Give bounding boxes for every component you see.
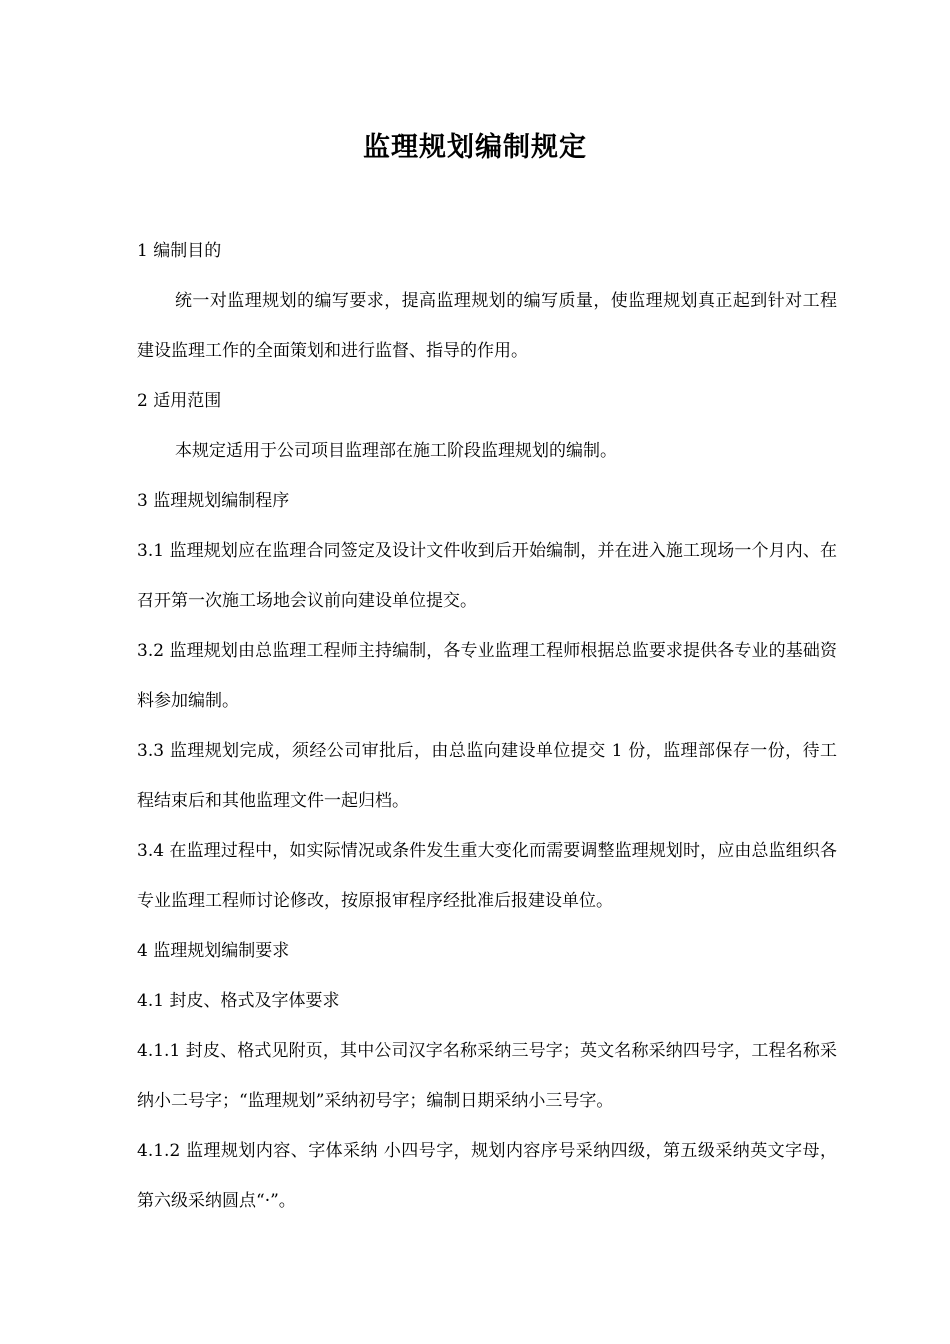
clause-4-1-1: 4.1.1 封皮、格式见附页，其中公司汉字名称采纳三号字；英文名称采纳四号字，工程名称采纳小二号字；“监理规划”采纳初号字；编制日期采纳小三号字。 bbox=[137, 1041, 837, 1111]
section-heading-4: 4 监理规划编制要求 bbox=[137, 941, 290, 961]
section-heading-3: 3 监理规划编制程序 bbox=[137, 491, 290, 511]
clause-4-1-2: 4.1.2 监理规划内容、字体采纳 小四号字，规划内容序号采纳四级，第五级采纳英文字母，第六级采纳圆点“·”。 bbox=[137, 1141, 837, 1211]
section-heading-2: 2 适用范围 bbox=[137, 391, 222, 411]
section-heading-1: 1 编制目的 bbox=[137, 241, 222, 261]
clause-3-3: 3.3 监理规划完成，须经公司审批后，由总监向建设单位提交 1 份，监理部保存一份，待工程结束后和其他监理文件一起归档。 bbox=[137, 741, 837, 811]
paragraph-purpose: 统一对监理规划的编写要求，提高监理规划的编写质量，使监理规划真正起到针对工程建设监理工作的全面策划和进行监督、指导的作用。 bbox=[137, 291, 837, 361]
clause-3-1: 3.1 监理规划应在监理合同签定及设计文件收到后开始编制，并在进入施工现场一个月内、在召开第一次施工场地会议前向建设单位提交。 bbox=[137, 541, 837, 611]
clause-3-4: 3.4 在监理过程中，如实际情况或条件发生重大变化而需要调整监理规划时，应由总监组织各专业监理工程师讨论修改，按原报审程序经批准后报建设单位。 bbox=[137, 841, 837, 911]
subsection-heading-4-1: 4.1 封皮、格式及字体要求 bbox=[137, 991, 340, 1011]
clause-3-2: 3.2 监理规划由总监理工程师主持编制，各专业监理工程师根据总监要求提供各专业的基础资料参加编制。 bbox=[137, 641, 837, 711]
page-title: 监理规划编制规定 bbox=[363, 132, 587, 163]
paragraph-scope: 本规定适用于公司项目监理部在施工阶段监理规划的编制。 bbox=[175, 441, 617, 461]
document-body bbox=[137, 226, 837, 1226]
